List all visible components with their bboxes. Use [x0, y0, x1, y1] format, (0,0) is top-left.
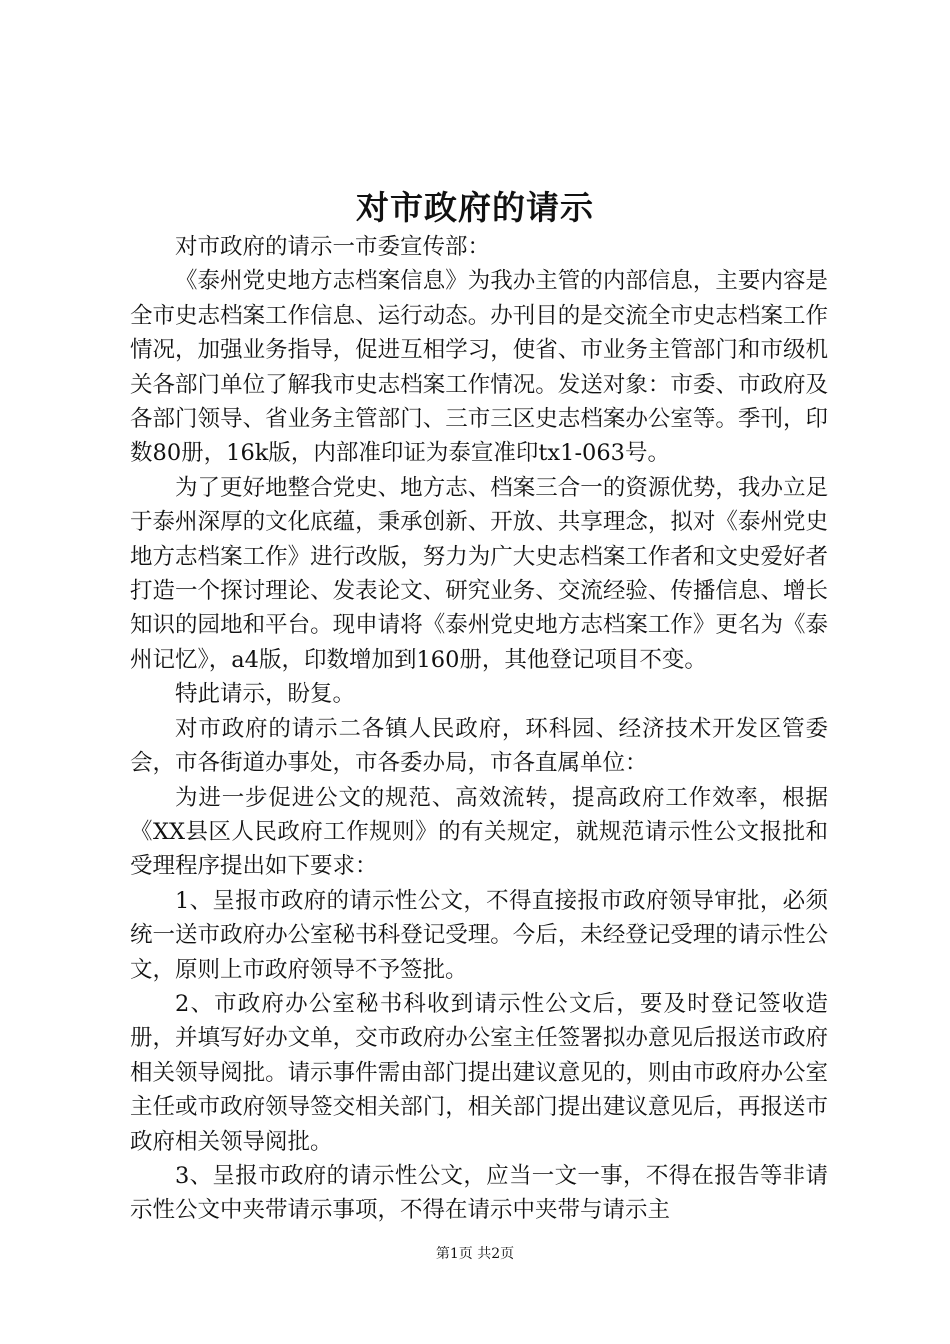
- paragraph-revision-request: 为了更好地整合党史、地方志、档案三合一的资源优势，我办立足于泰州深厚的文化底蕴，秉承创新、开放、共享理念，拟对《泰州党史地方志档案工作》进行改版，努力为广大史志档案工作者和文史爱好者打造一个探讨理论、发表论文、研究业务、交流经验、传播信息、增长知识的园地和平台。现申请将《泰州党史地方志档案工作》更名为《泰州记忆》，a4版，印数增加到160册，其他登记项目不变。: [130, 474, 828, 673]
- paragraph-salutation-1: 对市政府的请示一市委宣传部：: [175, 234, 491, 260]
- document-body: [130, 230, 828, 1228]
- document-title: 对市政府的请示: [356, 188, 594, 227]
- paragraph-publication-info: 《泰州党史地方志档案信息》为我办主管的内部信息，主要内容是全市史志档案工作信息、运行动态。办刊目的是交流全市史志档案工作情况，加强业务指导，促进互相学习，使省、市业务主管部门和市级机关各部门单位了解我市史志档案工作情况。发送对象：市委、市政府及各部门领导、省业务主管部门、三市三区史志档案办公室等。季刊，印数80册，16k版，内部准印证为泰宣准印tx1-063号。: [130, 268, 828, 467]
- page-number-footer: 第1页 共2页: [435, 1246, 515, 1262]
- paragraph-closing: 特此请示，盼复。: [175, 681, 356, 708]
- paragraph-requirement-2: 2、市政府办公室秘书科收到请示性公文后，要及时登记签收造册，并填写好办文单，交市政府办公室主任签署拟办意见后报送市政府相关领导阅批。请示事件需由部门提出建议意见的，则由市政府办公室主任或市政府领导签交相关部门，相关部门提出建议意见后，再报送市政府相关领导阅批。: [130, 990, 828, 1155]
- paragraph-requirement-3: 3、呈报市政府的请示性公文，应当一文一事，不得在报告等非请示性公文中夹带请示事项，不得在请示中夹带与请示主: [130, 1162, 828, 1224]
- paragraph-salutation-2: 对市政府的请示二各镇人民政府，环科园、经济技术开发区管委会，市各街道办事处，市各委办局，市各直属单位：: [130, 715, 828, 777]
- paragraph-purpose: 为进一步促进公文的规范、高效流转，提高政府工作效率，根据《XX县区人民政府工作规则》的有关规定，就规范请示性公文报批和受理程序提出如下要求：: [130, 784, 828, 880]
- paragraph-requirement-1: 1、呈报市政府的请示性公文，不得直接报市政府领导审批，必须统一送市政府办公室秘书科登记受理。今后，未经登记受理的请示性公文，原则上市政府领导不予签批。: [130, 887, 828, 983]
